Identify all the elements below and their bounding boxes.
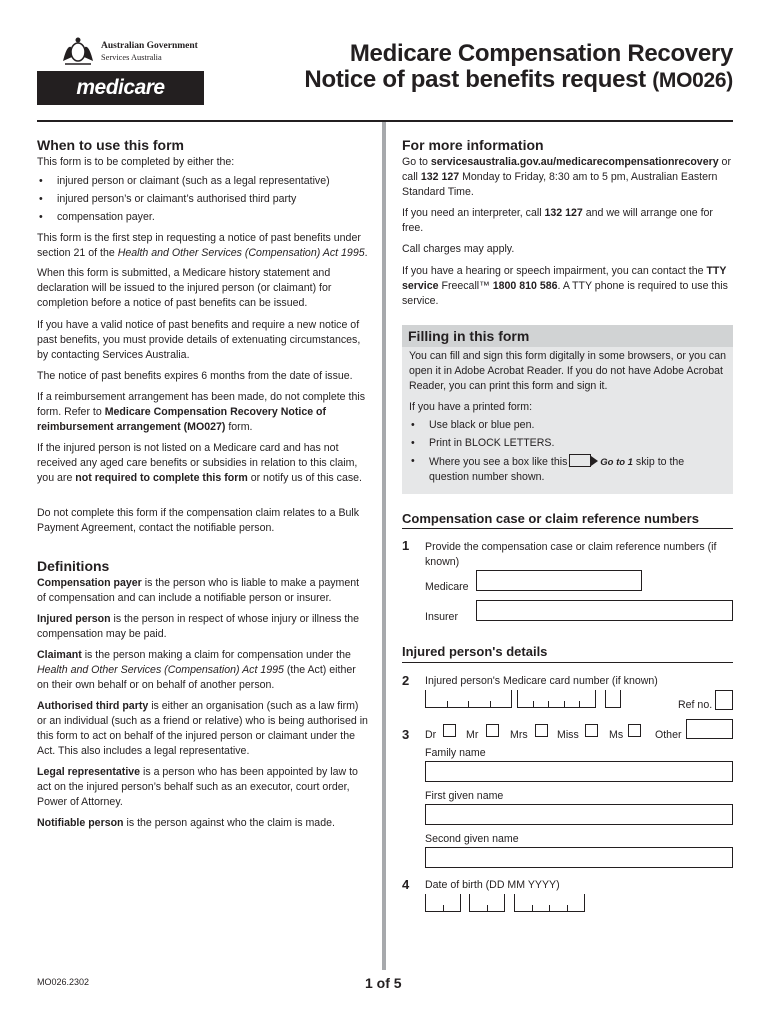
column-divider — [382, 122, 386, 970]
list-item: • Use black or blue pen. — [409, 418, 726, 433]
filling-bullets — [409, 418, 726, 485]
medicare-ref-input[interactable] — [476, 570, 642, 591]
definition-compensation-payer: Compensation payer is the person who is liable to make a payment of compensation and can include a notifiable person or insurer. — [37, 577, 360, 604]
q1-text: Provide the compensation case or claim reference numbers (if known) — [425, 541, 717, 568]
title-dr-label: Dr — [425, 729, 437, 741]
title-mrs-checkbox[interactable] — [535, 724, 548, 737]
second-name-label: Second given name — [425, 833, 519, 845]
question-number: 4 — [402, 877, 410, 892]
definition-authorised-third-party: Authorised third party is either an organisation (such as a law firm) or an individual (such as a friend or relative) who is being authorised in this form to act on behalf of the injured person or claimant under the Act. This also includes a legal representative. — [37, 700, 368, 757]
ref-no-input[interactable] — [715, 690, 733, 710]
list-item: • Print in BLOCK LETTERS. — [409, 436, 726, 451]
dob-month-input[interactable] — [469, 894, 505, 912]
more-info-heading: For more information — [402, 137, 544, 153]
medicare-label: Medicare — [425, 581, 469, 593]
when-p1: This form is the first step in requesting a notice of past benefits under section 21 of the Health and Other Services (Compensation) Act 1995. — [37, 232, 368, 259]
more-info-p3: Call charges may apply. — [402, 243, 515, 255]
title-mrs-label: Mrs — [510, 729, 528, 741]
ref-no-label: Ref no. — [678, 699, 713, 711]
form-version-code: MO026.2302 — [37, 977, 90, 987]
title-miss-label: Miss — [557, 729, 579, 741]
when-p4: The notice of past benefits expires 6 months from the date of issue. — [37, 370, 353, 382]
title-dr-checkbox[interactable] — [443, 724, 456, 737]
definition-injured-person: Injured person is the person in respect of whose injury or illness the compensation may be paid. — [37, 613, 360, 640]
family-name-input[interactable] — [425, 761, 733, 782]
when-bullets — [37, 174, 370, 225]
medicare-card-part-1[interactable] — [425, 690, 512, 708]
insurer-label: Insurer — [425, 611, 458, 623]
more-info-p4: If you have a hearing or speech impairment, you can contact the TTY service Freecall™ 1800 810 586. A TTY phone is required to use this service. — [402, 265, 728, 307]
when-p2: When this form is submitted, a Medicare history statement and declaration will be issued to the injured person (or claimant) for completion before a notice of past benefits can be issued. — [37, 267, 332, 309]
when-p7: Do not complete this form if the compensation claim relates to a Bulk Payment Agreement, contact the notifiable person. — [37, 507, 360, 534]
form-code: (MO026) — [652, 69, 733, 92]
when-heading: When to use this form — [37, 137, 184, 153]
title-miss-checkbox[interactable] — [585, 724, 598, 737]
coat-of-arms-icon — [61, 37, 95, 67]
first-name-input[interactable] — [425, 804, 733, 825]
form-title-line-2: Notice of past benefits request (MO026) — [304, 66, 733, 93]
definitions-heading: Definitions — [37, 558, 110, 574]
medicare-wordmark: medicare — [37, 71, 204, 105]
list-item: • Where you see a box like this Go to 1 skip to the question number shown. — [409, 454, 726, 485]
q2-text: Injured person's Medicare card number (if known) — [425, 675, 658, 687]
comp-heading: Compensation case or claim reference numbers — [402, 511, 699, 526]
website-link[interactable]: servicesaustralia.gov.au/medicarecompensationrecovery — [430, 156, 719, 168]
when-p5: If a reimbursement arrangement has been made, do not complete this form. Refer to Medicare Compensation Recovery Notice of reimbursement arrangement (MO027) form. — [37, 391, 365, 433]
list-item: • compensation payer. — [37, 210, 370, 225]
list-item: • injured person or claimant (such as a legal representative) — [37, 174, 370, 189]
when-p3: If you have a valid notice of past benefits and require a new notice of past benefits, you must provide details of extenuating circumstances, by contacting Services Australia. — [37, 319, 361, 361]
more-info-p1: Go to servicesaustralia.gov.au/medicarecompensationrecovery or call 132 127 Monday to Friday, 8:30 am to 5 pm, Australian Eastern Standard Time. — [402, 156, 731, 198]
title-ms-checkbox[interactable] — [628, 724, 641, 737]
second-name-input[interactable] — [425, 847, 733, 868]
title-mr-label: Mr — [466, 729, 479, 741]
definition-legal-representative: Legal representative is a person who has been appointed by law to act on the injured person’s behalf such as an executor, court order, Power of Attorney. — [37, 766, 358, 808]
definition-notifiable-person: Notifiable person is the person against who the claim is made. — [37, 817, 335, 829]
first-name-label: First given name — [425, 790, 504, 802]
when-p6: If the injured person is not listed on a Medicare card and has not received any aged care benefits or subsidies in relation to this claim, you are not required to complete this form or notify us of this case. — [37, 442, 362, 484]
page-number: 1 of 5 — [365, 975, 402, 991]
question-number: 1 — [402, 538, 410, 553]
title-other-label: Other — [655, 729, 682, 741]
filling-p2: If you have a printed form: — [409, 401, 533, 413]
filling-p1: You can fill and sign this form digitally in some browsers, or you can open it in Adobe Acrobat Reader. If you do not have Adobe Acrobat Reader, you can print this form and sign it. — [409, 350, 726, 392]
filling-panel — [402, 347, 733, 494]
gov-line-1: Australian Government — [101, 41, 198, 51]
form-title-line-1: Medicare Compensation Recovery — [349, 40, 733, 67]
title-other-input[interactable] — [686, 719, 733, 739]
question-number: 2 — [402, 673, 410, 688]
title-mr-checkbox[interactable] — [486, 724, 499, 737]
section-rule — [402, 662, 733, 663]
gov-line-2: Services Australia — [101, 53, 162, 62]
definition-claimant: Claimant is the person making a claim for compensation under the Health and Other Services (Compensation) Act 1995 (the Act) either on their own behalf or on behalf of another person. — [37, 649, 356, 691]
more-info-p2: If you need an interpreter, call 132 127 and we will arrange one for free. — [402, 207, 713, 234]
goto-arrow-icon — [569, 454, 591, 467]
title-ms-label: Ms — [609, 729, 624, 741]
when-intro: This form is to be completed by either the: — [37, 156, 235, 168]
dob-label: Date of birth (DD MM YYYY) — [425, 879, 560, 891]
question-number: 3 — [402, 727, 410, 742]
dob-day-input[interactable] — [425, 894, 461, 912]
dob-year-input[interactable] — [514, 894, 585, 912]
injured-heading: Injured person's details — [402, 644, 548, 659]
filling-heading: Filling in this form — [402, 325, 733, 347]
medicare-card-part-3[interactable] — [605, 690, 621, 708]
medicare-card-part-2[interactable] — [517, 690, 596, 708]
medicare-logo — [37, 35, 204, 105]
list-item: • injured person’s or claimant’s authorised third party — [37, 192, 370, 207]
family-name-label: Family name — [425, 747, 486, 759]
insurer-ref-input[interactable] — [476, 600, 733, 621]
section-rule — [402, 528, 733, 529]
